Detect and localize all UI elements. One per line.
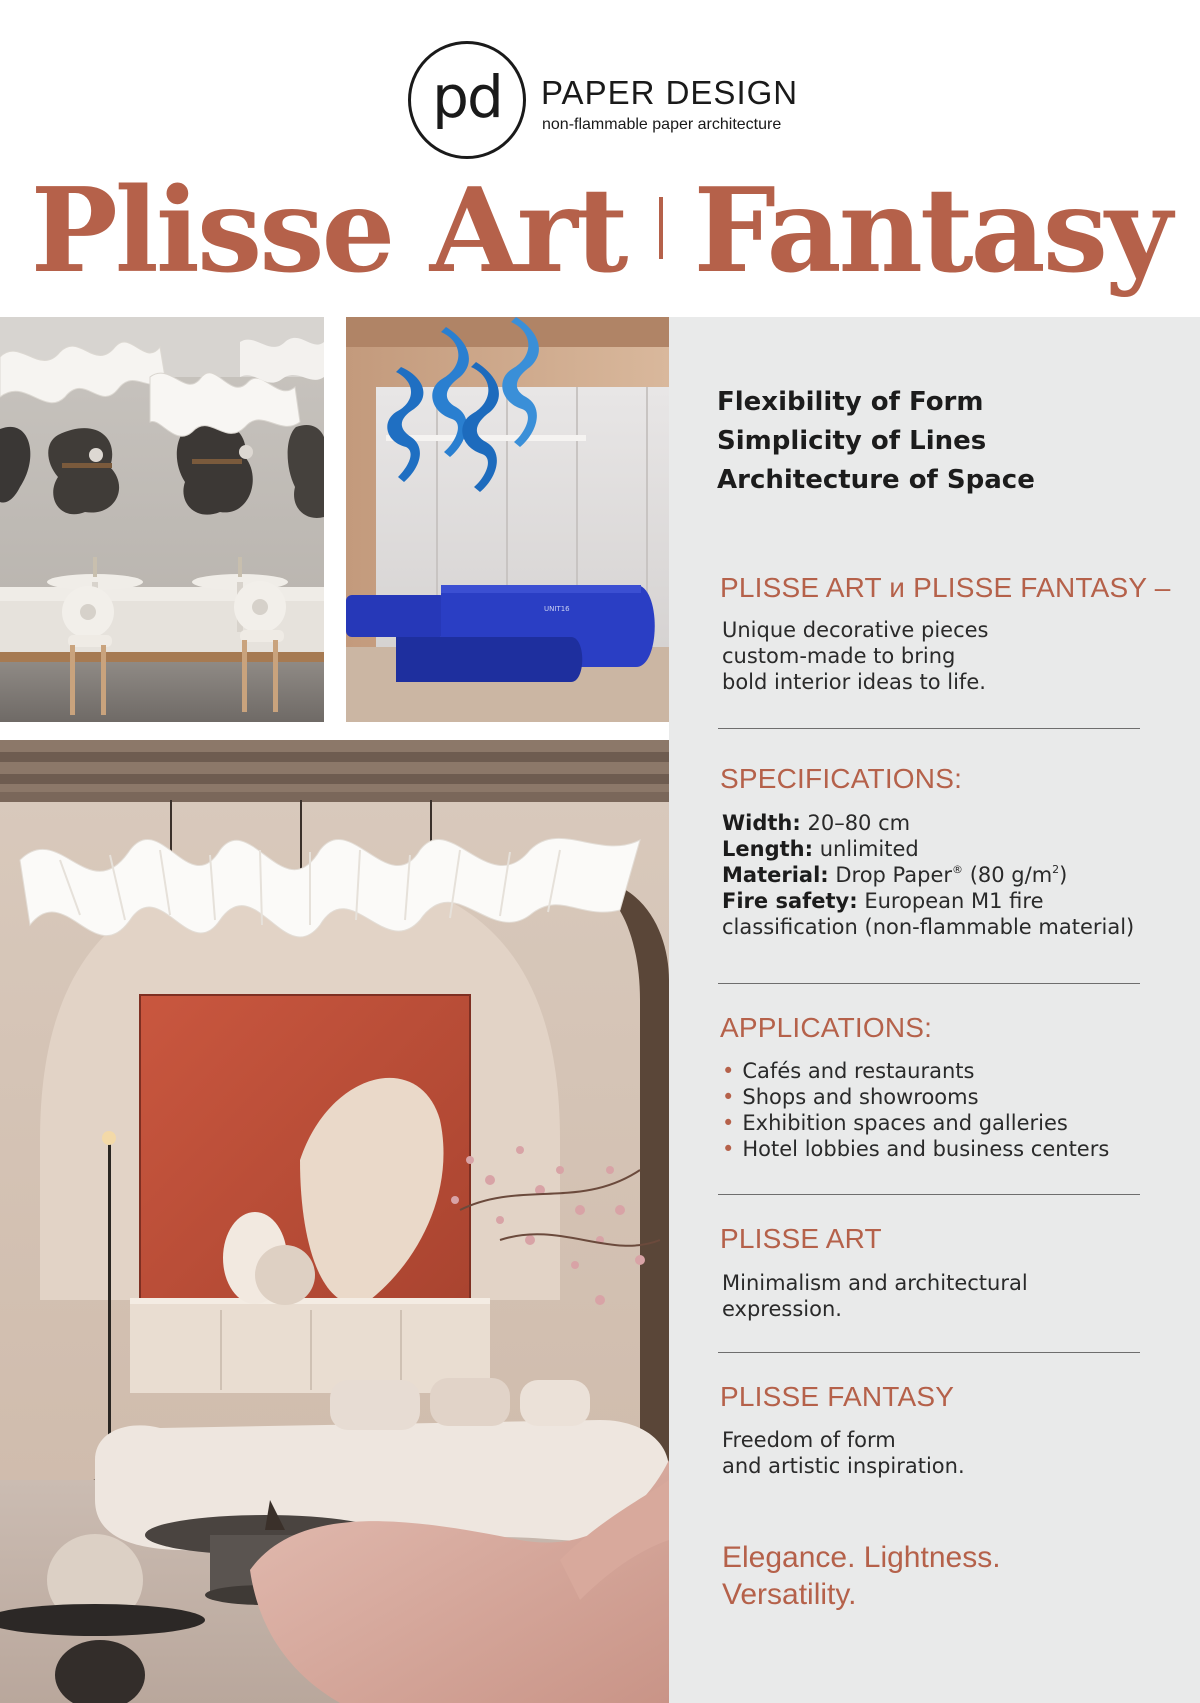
registered-mark: ® bbox=[952, 863, 964, 876]
closing-line: Versatility. bbox=[722, 1578, 857, 1611]
plisse-art-line: expression. bbox=[722, 1297, 842, 1321]
intro-text bbox=[722, 617, 1152, 695]
application-label: Cafés and restaurants bbox=[742, 1059, 975, 1083]
intro-line: bold interior ideas to life. bbox=[722, 670, 986, 694]
spec-length-value: unlimited bbox=[819, 837, 919, 861]
plisse-art-line: Minimalism and architectural bbox=[722, 1271, 1028, 1295]
title-right: Fantasy bbox=[693, 163, 1170, 299]
bullet-icon: • bbox=[722, 1059, 735, 1083]
title-separator bbox=[659, 197, 663, 259]
spec-material bbox=[722, 862, 1152, 888]
brand-logo bbox=[408, 41, 526, 159]
list-item bbox=[722, 1136, 1152, 1162]
plisse-art-text bbox=[722, 1270, 1152, 1322]
divider bbox=[718, 728, 1140, 729]
plisse-fantasy-heading: PLISSE FANTASY bbox=[720, 1381, 955, 1412]
intro-line: Unique decorative pieces bbox=[722, 618, 989, 642]
plisse-fantasy-text bbox=[722, 1427, 1152, 1479]
plisse-fantasy-line: Freedom of form bbox=[722, 1428, 896, 1452]
info-panel bbox=[669, 317, 1200, 1703]
specifications-list bbox=[722, 810, 1152, 940]
applications-list bbox=[722, 1058, 1152, 1162]
spec-fire-label: Fire safety: bbox=[722, 889, 858, 913]
spec-material-label: Material: bbox=[722, 863, 829, 887]
application-label: Hotel lobbies and business centers bbox=[742, 1137, 1110, 1161]
slogan-line: Architecture of Space bbox=[717, 465, 1035, 495]
slogan bbox=[717, 383, 1177, 500]
spec-fire-value: European M1 fire bbox=[864, 889, 1044, 913]
title-left: Plisse Art bbox=[30, 163, 626, 299]
closing-line: Elegance. Lightness. bbox=[722, 1541, 1001, 1574]
closing-tagline bbox=[722, 1539, 1001, 1613]
spec-length bbox=[722, 836, 1152, 862]
intro-heading: PLISSE ART и PLISSE FANTASY – bbox=[720, 572, 1171, 603]
spec-fire-safety bbox=[722, 888, 1152, 914]
bullet-icon: • bbox=[722, 1111, 735, 1135]
brand-name: PAPER DESIGN bbox=[541, 74, 799, 111]
squared-exponent: 2 bbox=[1052, 863, 1060, 876]
intro-line: custom-made to bring bbox=[722, 644, 956, 668]
application-label: Shops and showrooms bbox=[742, 1085, 979, 1109]
specifications-heading: SPECIFICATIONS: bbox=[720, 763, 963, 794]
spec-length-label: Length: bbox=[722, 837, 813, 861]
desk-sign: UNIT16 bbox=[544, 605, 570, 613]
slogan-line: Simplicity of Lines bbox=[717, 426, 987, 456]
spec-width bbox=[722, 810, 1152, 836]
spec-width-label: Width: bbox=[722, 811, 801, 835]
list-item bbox=[722, 1058, 1152, 1084]
spec-fire-safety-cont: classification (non-flammable material) bbox=[722, 915, 1135, 939]
page-title bbox=[0, 162, 1200, 301]
spec-material-value: Drop Paper bbox=[835, 863, 953, 887]
slogan-line: Flexibility of Form bbox=[717, 387, 984, 417]
application-label: Exhibition spaces and galleries bbox=[742, 1111, 1068, 1135]
divider bbox=[718, 983, 1140, 984]
photo-living-room bbox=[0, 740, 669, 1703]
photo-reception-desk bbox=[346, 317, 669, 722]
bullet-icon: • bbox=[722, 1085, 735, 1109]
spec-material-weight-close: ) bbox=[1059, 863, 1068, 887]
divider bbox=[718, 1352, 1140, 1353]
logo-mark: pd bbox=[432, 63, 502, 131]
spec-material-weight: (80 g/m bbox=[969, 863, 1053, 887]
divider bbox=[718, 1194, 1140, 1195]
photo-cafe-interior bbox=[0, 317, 324, 722]
spec-width-value: 20–80 cm bbox=[807, 811, 911, 835]
list-item bbox=[722, 1110, 1152, 1136]
brand-tagline: non-flammable paper architecture bbox=[542, 116, 782, 133]
applications-heading: APPLICATIONS: bbox=[720, 1012, 933, 1043]
bullet-icon: • bbox=[722, 1137, 735, 1161]
plisse-art-heading: PLISSE ART bbox=[720, 1223, 882, 1254]
list-item bbox=[722, 1084, 1152, 1110]
plisse-fantasy-line: and artistic inspiration. bbox=[722, 1454, 965, 1478]
